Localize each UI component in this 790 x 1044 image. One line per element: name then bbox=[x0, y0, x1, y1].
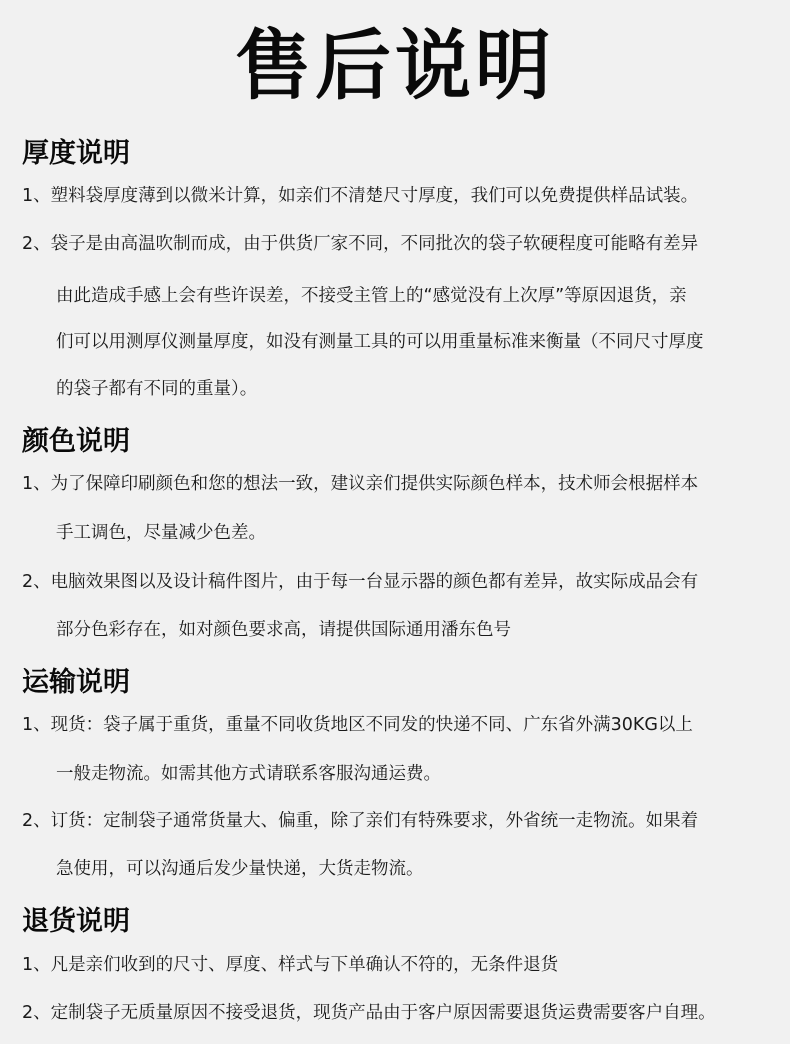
returns-item-2-line-1: 2、定制袋子无质量原因不接受退货，现货产品由于客户原因需要退货运费需要客户自理。 bbox=[22, 1003, 716, 1023]
shipping-item-1-line-2: 一般走物流。如需其他方式请联系客服沟通运费。 bbox=[56, 764, 441, 784]
section-heading-returns: 退货说明 bbox=[22, 906, 130, 937]
page-title: 售后说明 bbox=[235, 21, 555, 110]
thickness-item-2-line-4: 的袋子都有不同的重量）。 bbox=[56, 379, 258, 399]
section-heading-shipping: 运输说明 bbox=[22, 667, 130, 698]
shipping-item-1-line-1: 1、现货：袋子属于重货，重量不同收货地区不同发的快递不同、广东省外满30KG以上 bbox=[22, 715, 693, 735]
color-item-1-line-2: 手工调色，尽量减少色差。 bbox=[56, 523, 266, 543]
color-item-2-line-2: 部分色彩存在，如对颜色要求高，请提供国际通用潘东色号 bbox=[56, 620, 511, 640]
thickness-item-2-line-3: 们可以用测厚仪测量厚度，如没有测量工具的可以用重量标准来衡量（不同尺寸厚度 bbox=[56, 332, 704, 352]
color-item-2-line-1: 2、电脑效果图以及设计稿件图片，由于每一台显示器的颜色都有差异，故实际成品会有 bbox=[22, 572, 699, 592]
thickness-item-2-line-2: 由此造成手感上会有些许误差，不接受主管上的“感觉没有上次厚”等原因退货，亲 bbox=[56, 286, 687, 306]
thickness-item-1-line-1: 1、塑料袋厚度薄到以微米计算，如亲们不清楚尺寸厚度，我们可以免费提供样品试装。 bbox=[22, 186, 699, 206]
shipping-item-2-line-1: 2、订货：定制袋子通常货量大、偏重，除了亲们有特殊要求，外省统一走物流。如果着 bbox=[22, 811, 699, 831]
shipping-item-2-line-2: 急使用，可以沟通后发少量快递，大货走物流。 bbox=[56, 859, 424, 879]
section-heading-thickness: 厚度说明 bbox=[22, 138, 130, 169]
section-heading-color: 颜色说明 bbox=[22, 426, 130, 457]
thickness-item-2-line-1: 2、袋子是由高温吹制而成，由于供货厂家不同，不同批次的袋子软硬程度可能略有差异 bbox=[22, 234, 699, 254]
color-item-1-line-1: 1、为了保障印刷颜色和您的想法一致，建议亲们提供实际颜色样本，技术师会根据样本 bbox=[22, 474, 699, 494]
returns-item-1-line-1: 1、凡是亲们收到的尺寸、厚度、样式与下单确认不符的，无条件退货 bbox=[22, 955, 559, 975]
